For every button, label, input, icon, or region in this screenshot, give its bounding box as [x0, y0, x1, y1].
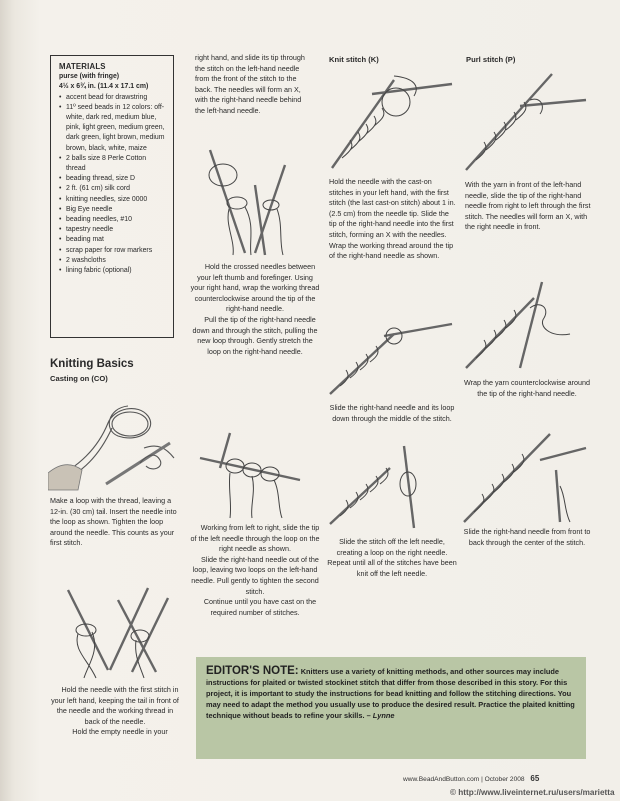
- materials-item: • Big Eye needle: [59, 205, 167, 215]
- editors-note-body: Knitters use a variety of knitting methods, and other sources may include instructions for plaited or twisted stockinet stitch that differ from those described in this story. For this project, it is important to study the instructions for bead knitting and follow the stitching directions. You may need to adapt the method you usually use to produce the desired result. Practice the plaited knitting technique without beads to refine your skills.: [206, 667, 575, 720]
- purl-p1: With the yarn in front of the left-hand needle, slide the tip of the right-hand needle from right to left through the first stitch. The needles will form an X, with the right needle in front.: [465, 180, 591, 232]
- footer-site: www.BeadAndButton.com | October 2008: [403, 776, 525, 783]
- knit-column-3: [326, 537, 458, 579]
- materials-title: MATERIALS: [59, 62, 106, 71]
- purl-stitch-illustration-1: [460, 66, 590, 174]
- purl-column-2: [462, 378, 592, 399]
- knitting-basics-heading: Knitting Basics: [50, 358, 134, 370]
- materials-item: • beading needles, #10: [59, 215, 167, 225]
- knit-p2: Slide the right-hand needle and its loop down through the middle of the stitch.: [329, 403, 455, 423]
- basics-p1: Make a loop with the thread, leaving a 12-in. (30 cm) tail. Insert the needle into the loop as shown. Tighten the loop around the needle. This counts as your first stitch.: [50, 496, 177, 548]
- knit-stitch-illustration-2: [324, 306, 456, 398]
- materials-item: • 2 washcloths: [59, 256, 167, 266]
- page-number: 65: [530, 774, 540, 783]
- materials-item: • beading mat: [59, 235, 167, 245]
- basics-column: [50, 496, 180, 549]
- knit-column-1: [329, 177, 457, 262]
- casting-on-subheading: Casting on (CO): [50, 374, 108, 383]
- purl-stitch-illustration-3: [460, 430, 590, 525]
- materials-item: • accent bead for drawstring: [59, 93, 167, 103]
- basics-column-bottom: [50, 685, 180, 738]
- purl-stitch-heading: Purl stitch (P): [466, 55, 516, 64]
- column-two-bottom: [190, 523, 320, 618]
- knit-p3: Slide the stitch off the left needle, creating a loop on the right needle. Repeat until all of the stitches have been knit off the left needle.: [327, 537, 457, 578]
- col2-p6: Continue until you have cast on the required number of stitches.: [203, 597, 317, 617]
- purl-column-1: [465, 180, 591, 233]
- purl-column-3: [462, 527, 592, 548]
- editors-note-lead: EDITOR'S NOTE:: [206, 665, 299, 677]
- knit-stitch-illustration-1: [324, 66, 456, 174]
- purl-stitch-illustration-2: [460, 278, 590, 373]
- col2-p1: right hand, and slide its tip through the stitch on the left-hand needle from the front of the stitch to the back. The needles will form an X, with the right-hand needle behind the left-hand needle.: [195, 53, 305, 115]
- basics-p2: Hold the needle with the first stitch in your left hand, keeping the tail in front of the needle and the working thread in back of the needle.: [51, 685, 179, 726]
- materials-item: • 11º seed beads in 12 colors: off-white, dark red, medium blue, pink, light green, medium green, dark green, light brown, medium brown, black, white, maize: [59, 103, 167, 154]
- casting-on-needles-illustration: [48, 570, 176, 680]
- materials-item: • lining fabric (optional): [59, 266, 167, 276]
- crossed-needles-illustration: [185, 145, 317, 257]
- col2-p5: Slide the right-hand needle out of the loop, leaving two loops on the left-hand needle. Pull gently to tighten the second stitch.: [191, 554, 319, 596]
- purl-p3: Slide the right-hand needle from front to back through the center of the stitch.: [463, 527, 591, 547]
- materials-item: • 2 ft. (61 cm) silk cord: [59, 184, 167, 194]
- column-two-top: [195, 53, 313, 117]
- knit-stitch-heading: Knit stitch (K): [329, 55, 379, 64]
- materials-item: • 2 balls size 8 Perle Cotton thread: [59, 154, 167, 174]
- materials-item: • tapestry needle: [59, 225, 167, 235]
- casting-on-loop-illustration: [48, 388, 176, 493]
- page-footer: [403, 774, 539, 783]
- materials-item: • knitting needles, size 0000: [59, 195, 167, 205]
- purl-p2: Wrap the yarn counterclockwise around the tip of the right-hand needle.: [463, 378, 591, 398]
- materials-item: • scrap paper for row markers: [59, 246, 167, 256]
- editors-note-signature: – Lynne: [366, 711, 395, 720]
- col2-p2: Hold the crossed needles between your left thumb and forefinger. Using your right hand, wrap the working thread counterclockwise around the tip of the right-hand needle.: [190, 262, 320, 314]
- basics-p3: Hold the empty needle in your: [72, 727, 168, 737]
- knit-column-2: [326, 403, 458, 424]
- materials-subtitle: purse (with fringe): [59, 73, 120, 81]
- materials-size: 4½ x 6¾ in. (11.4 x 17.1 cm): [59, 83, 149, 91]
- watermark: © http://www.liveinternet.ru/users/marietta: [450, 788, 615, 797]
- col2-p3: Pull the tip of the right-hand needle down and through the stitch, pulling the new loop through. Gently stretch the loop on the right-hand needle.: [192, 314, 318, 356]
- column-two-middle: [190, 262, 320, 357]
- editors-note-box: [196, 657, 586, 759]
- knit-stitch-illustration-3: [324, 438, 456, 530]
- stretch-loop-illustration: [190, 428, 318, 520]
- materials-list: [59, 93, 167, 277]
- col2-p4: Working from left to right, slide the tip of the left needle through the loop on the right needle as shown.: [190, 523, 320, 554]
- knit-p1: Hold the needle with the cast-on stitches in your left hand, with the first stitch (the last cast-on stitch) about 1 in. (2.5 cm) from the needle tip. Slide the tip of the right-hand needle into the first stitch, forming an X with the needles. Wrap the working thread around the tip of the right-hand needle as shown.: [329, 177, 456, 261]
- materials-box: [50, 55, 174, 338]
- materials-item: • beading thread, size D: [59, 174, 167, 184]
